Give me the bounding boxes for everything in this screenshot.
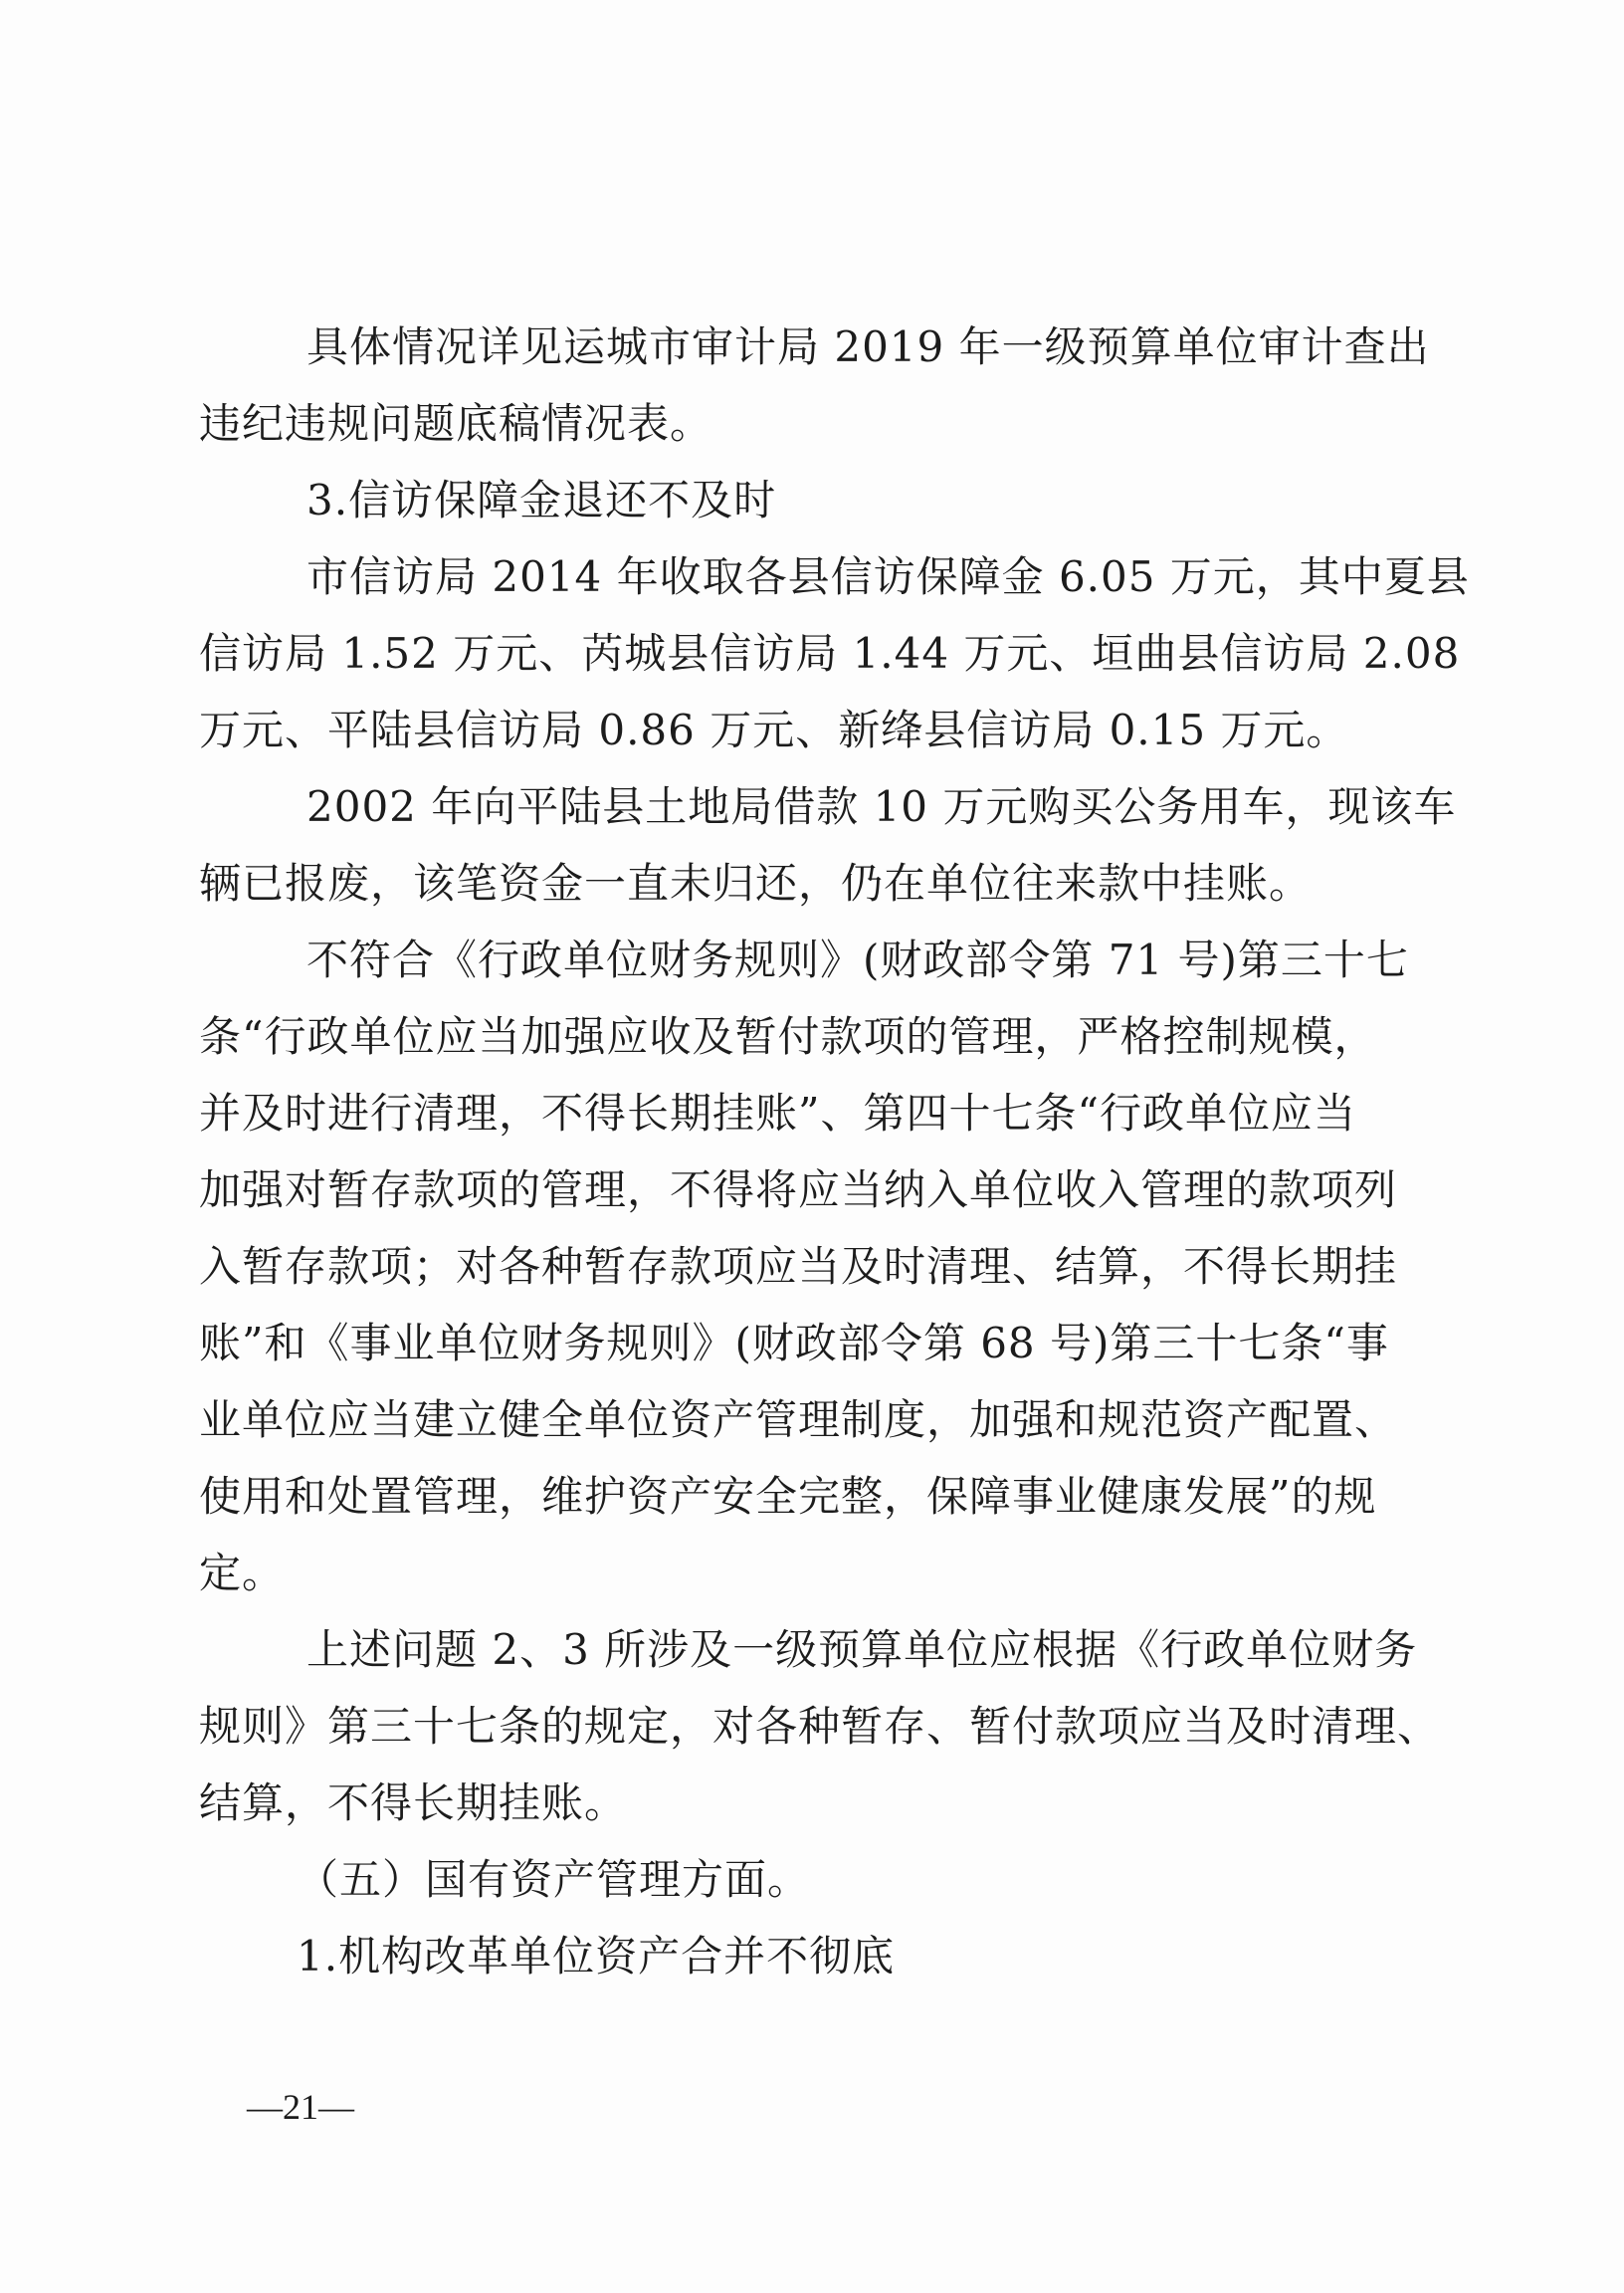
text-line: 条“行政单位应当加强应收及暂付款项的管理，严格控制规模，: [199, 1012, 1377, 1061]
text-line: 上述问题 2、3 所涉及一级预算单位应根据《行政单位财务: [306, 1625, 1418, 1674]
text-line: 规则》第三十七条的规定，对各种暂存、暂付款项应当及时清理、: [199, 1702, 1441, 1751]
text-line: 2002 年向平陆县土地局借款 10 万元购买公务用车，现该车: [306, 782, 1457, 831]
page-number: —21—: [247, 2087, 354, 2127]
text-line: 定。: [199, 1549, 286, 1597]
text-line: 信访局 1.52 万元、芮城县信访局 1.44 万元、垣曲县信访局 2.08: [199, 629, 1461, 678]
text-line: 不符合《行政单位财务规则》(财政部令第 71 号)第三十七: [306, 936, 1409, 984]
section-heading: 1.机构改革单位资产合并不彻底: [297, 1932, 896, 1980]
text-line: 具体情况详见运城市审计局 2019 年一级预算单位审计查出: [306, 322, 1430, 371]
section-heading: 3.信访保障金退还不及时: [306, 476, 777, 524]
text-line: 结算，不得长期挂账。: [199, 1778, 628, 1827]
text-line: 市信访局 2014 年收取各县信访保障金 6.05 万元，其中夏县: [306, 552, 1470, 601]
text-line: 账”和《事业单位财务规则》(财政部令第 68 号)第三十七条“事: [199, 1319, 1389, 1367]
text-line: 辆已报废，该笔资金一直未归还，仍在单位往来款中挂账。: [199, 859, 1313, 908]
text-line: 违纪违规问题底稿情况表。: [199, 399, 713, 448]
text-line: 入暂存款项；对各种暂存款项应当及时清理、结算，不得长期挂: [199, 1242, 1398, 1291]
text-line: 使用和处置管理，维护资产安全完整，保障事业健康发展”的规: [199, 1472, 1377, 1521]
text-line: 加强对暂存款项的管理，不得将应当纳入单位收入管理的款项列: [199, 1165, 1398, 1214]
text-line: 万元、平陆县信访局 0.86 万元、新绛县信访局 0.15 万元。: [199, 706, 1349, 754]
text-line: 业单位应当建立健全单位资产管理制度，加强和规范资产配置、: [199, 1395, 1398, 1444]
section-heading: （五）国有资产管理方面。: [297, 1855, 811, 1904]
text-line: 并及时进行清理，不得长期挂账”、第四十七条“行政单位应当: [199, 1089, 1356, 1138]
